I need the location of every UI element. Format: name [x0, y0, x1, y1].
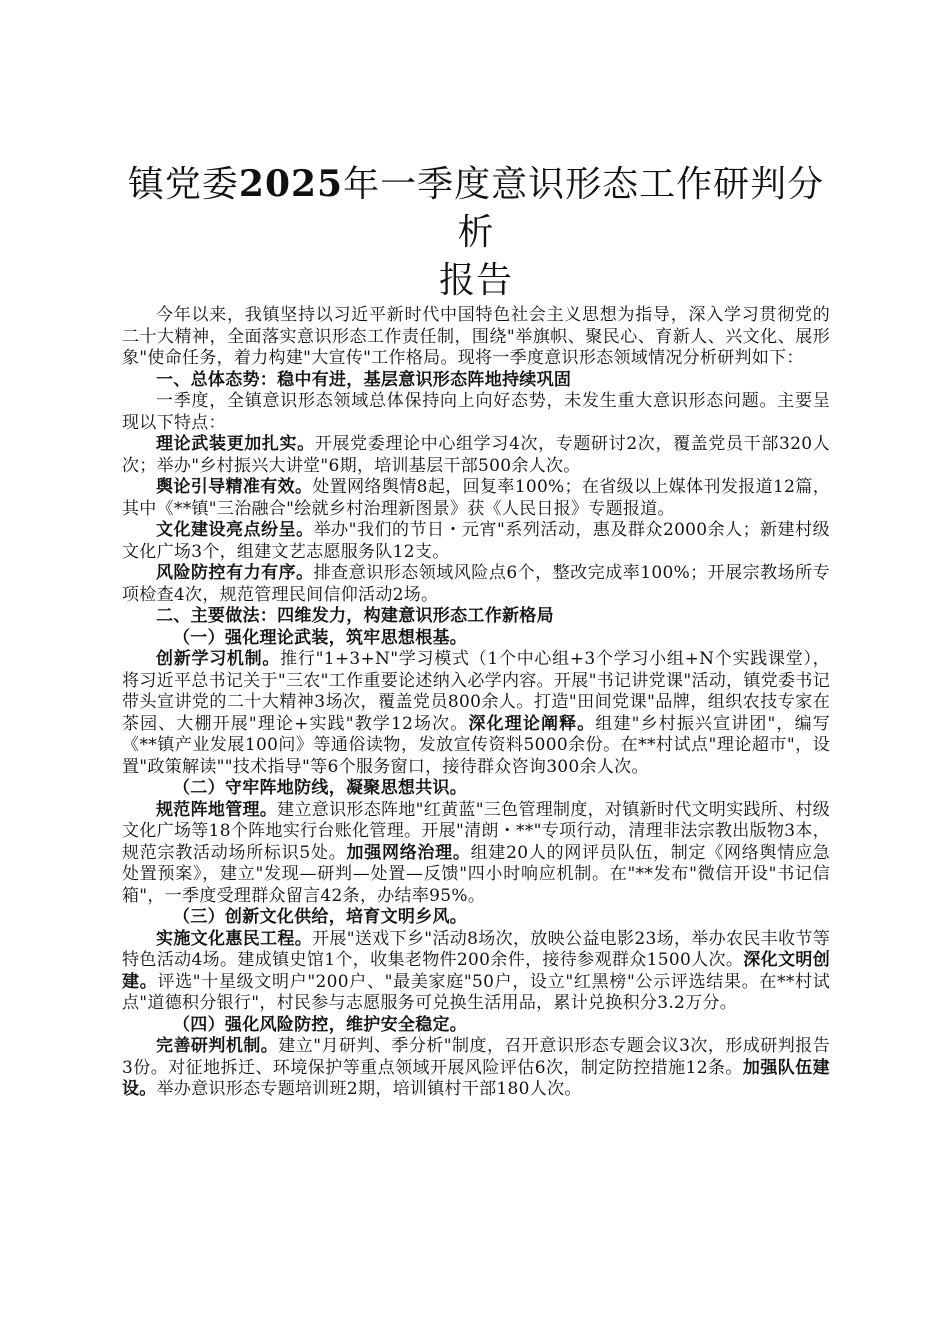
item-text: 开展"送戏下乡"活动8场次，放映公益电影23场，举办农民丰收节等特色活动4场。建成镇史馆1个，收集老物件200余件，接待参观群众1500人次。 — [122, 928, 831, 970]
intro-paragraph: 今年以来，我镇坚持以习近平新时代中国特色社会主义思想为指导，深入学习贯彻党的二十大精神，全面落实意识形态工作责任制，围绕"举旗帜、聚民心、育新人、兴文化、展形象"使命任务，着力构建"大宣传"工作格局。现将一季度意识形态领域情况分析研判如下： — [122, 305, 830, 368]
item-text: 组建20人的网评员队伍，制定《网络舆情应急处置预案》，建立"发现—研判—处置—反馈"四小时响应机制。在"**发布"微信开设"书记信箱"，一季度受理群众留言42条，办结率95%。 — [122, 842, 830, 906]
item-label: 加强网络治理。 — [346, 842, 471, 863]
item-text: 建立"月研判、季分析"制度，召开意识形态专题会议3次，形成研判报告3份。对征地拆迁、环境保护等重点领域开展风险评估6次，制定防控措施12条。 — [122, 1036, 830, 1078]
section1-heading: 一、总体态势：稳中有进，基层意识形态阵地持续巩固 — [156, 369, 572, 390]
item-label: 文化建设亮点纷呈。 — [156, 520, 314, 540]
subsection-heading: （二）守牢阵地防线，凝聚思想共识。 — [173, 778, 468, 798]
section1-lead: 一季度，全镇意识形态领域总体保持向上向好态势，未发生重大意识形态问题。主要呈现以下特点： — [122, 391, 830, 433]
item-text: 处置网络舆情8起，回复率100%；在省级以上媒体刊发报道12篇，其中《**镇"三治融合"绘就乡村治理新图景》获《人民日报》专题报道。 — [122, 477, 830, 519]
title-prefix: 镇党委 — [127, 164, 239, 205]
subsection-paragraph — [122, 649, 830, 778]
section1-item — [122, 434, 830, 477]
subsection-paragraph — [122, 929, 830, 1015]
subsection-paragraph — [122, 800, 830, 908]
item-text: 开展党委理论中心组学习4次，专题研讨2次，覆盖党员干部320人次；举办"乡村振兴大讲堂"6期，培训基层干部500余人次。 — [122, 434, 830, 476]
subsection-heading: （四）强化风险防控，维护安全稳定。 — [173, 1014, 468, 1035]
item-text: 建立意识形态阵地"红黄蓝"三色管理制度，对镇新时代文明实践所、村级文化广场等18个阵地实行台账化管理。开展"清朗・**"专项行动，清理非法宗教出版物3本，规范宗教活动场所标识5处。 — [122, 799, 830, 863]
item-label: 理论武装更加扎实。 — [156, 434, 315, 454]
title-suffix: 年一季度意识形态工作研判分析 — [343, 164, 825, 253]
item-label: 舆论引导精准有效。 — [156, 477, 313, 497]
item-label: 完善研判机制。 — [156, 1036, 279, 1056]
section1-item — [122, 563, 830, 606]
section1-item — [122, 477, 830, 520]
item-label: 创新学习机制。 — [156, 649, 281, 669]
subsection-heading: （三）创新文化供给，培育文明乡风。 — [173, 907, 468, 927]
subsection-heading: （一）强化理论武装，筑牢思想根基。 — [173, 627, 468, 648]
item-label: 风险防控有力有序。 — [156, 563, 314, 583]
item-text: 评选"十星级文明户"200户、"最美家庭"50户，设立"红黑榜"公示评选结果。在**村试点"道德积分银行"，村民参与志愿服务可兑换生活用品，累计兑换积分3.2万分。 — [122, 971, 830, 1013]
item-label: 实施文化惠民工程。 — [156, 928, 313, 949]
subsection-paragraph — [122, 1036, 830, 1101]
section2-heading: 二、主要做法：四维发力，构建意识形态工作新格局 — [156, 606, 554, 626]
item-label: 深化文明创建。 — [122, 950, 831, 992]
section1-item — [122, 520, 830, 563]
item-text: 排查意识形态领域风险点6个，整改完成率100%；开展宗教场所专项检查4次，规范管理民间信仰活动2场。 — [122, 563, 831, 605]
document-page — [122, 160, 830, 1101]
item-label: 规范阵地管理。 — [156, 799, 278, 820]
item-text: 举办"我们的节日・元宵"系列活动，惠及群众2000余人；新建村级文化广场3个，组建文艺志愿服务队12支。 — [122, 520, 830, 562]
item-text: 组建"乡村振兴宣讲团"，编写《**镇产业发展100问》等通俗读物，发放宣传资料5000余份。在**村试点"理论超市"，设置"政策解读""技术指导"等6个服务窗口，接待群众咨询300余人次。 — [122, 713, 830, 777]
item-text: 推行"1+3+N"学习模式（1个中心组+3个学习小组+N个实践课堂），将习近平总书记关于"三农"工作重要论述纳入必学内容。开展"书记讲党课"活动，镇党委书记带头宣讲党的二十大精神3场次，覆盖党员800余人。打造"田间党课"品牌，组织农技专家在茶园、大棚开展"理论+实践"教学12场次。 — [122, 649, 830, 734]
title-year: 2025 — [238, 163, 344, 205]
item-label: 加强队伍建设。 — [122, 1057, 830, 1099]
document-title — [122, 160, 830, 305]
item-label: 深化理论阐释。 — [468, 713, 596, 734]
item-text: 举办意识形态专题培训班2期，培训镇村干部180人次。 — [156, 1079, 582, 1099]
title-line2: 报告 — [438, 260, 513, 301]
